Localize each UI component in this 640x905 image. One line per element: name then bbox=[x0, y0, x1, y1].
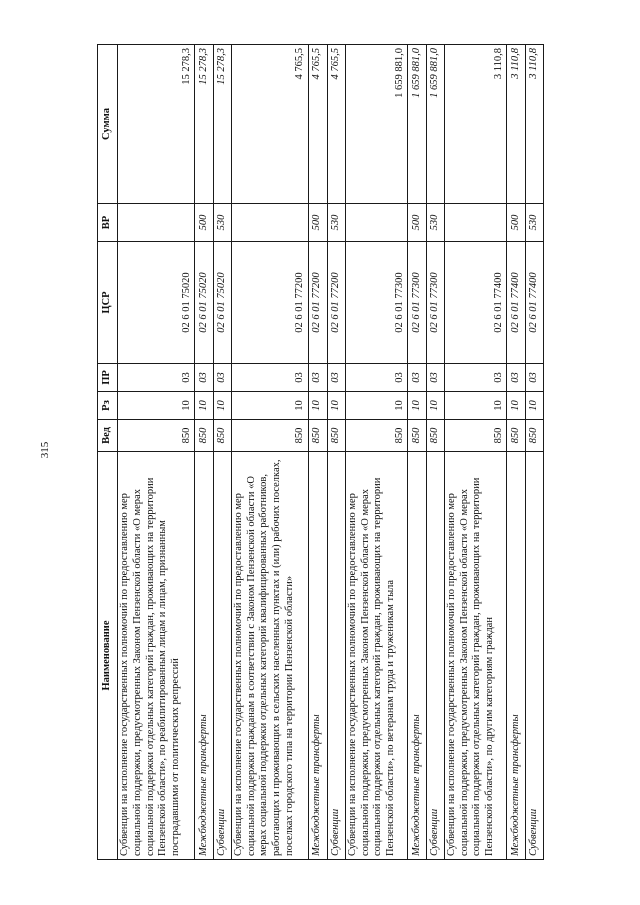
row-csr: 02 6 01 75020 bbox=[213, 241, 231, 363]
row-sum: 4 765,5 bbox=[231, 44, 308, 203]
row-sum: 15 278,3 bbox=[213, 44, 231, 203]
table-row bbox=[444, 44, 507, 859]
row-sum: 15 278,3 bbox=[117, 44, 194, 203]
row-csr: 02 6 01 77400 bbox=[525, 241, 543, 363]
row-ved: 850 bbox=[525, 419, 543, 451]
row-name: Субвенции bbox=[327, 451, 345, 859]
row-pr: 03 bbox=[194, 363, 212, 391]
table-row bbox=[194, 44, 212, 859]
row-sum: 3 110,8 bbox=[506, 44, 524, 203]
rotated-table-container bbox=[97, 45, 544, 860]
row-csr: 02 6 01 77200 bbox=[327, 241, 345, 363]
table-row bbox=[525, 44, 543, 859]
row-sum: 1 659 881,0 bbox=[426, 44, 444, 203]
table-row bbox=[327, 44, 345, 859]
table-row bbox=[308, 44, 326, 859]
header-pr: ПР bbox=[97, 363, 117, 391]
row-vr bbox=[231, 203, 308, 241]
row-sum: 3 110,8 bbox=[525, 44, 543, 203]
row-rz: 10 bbox=[506, 391, 524, 419]
header-rz: Рз bbox=[97, 391, 117, 419]
row-csr: 02 6 01 77300 bbox=[345, 241, 408, 363]
row-rz: 10 bbox=[194, 391, 212, 419]
row-rz: 10 bbox=[426, 391, 444, 419]
table-row bbox=[117, 44, 194, 859]
table-row bbox=[407, 44, 425, 859]
row-sum: 4 765,5 bbox=[308, 44, 326, 203]
row-name: Межбюджетные трансферты bbox=[308, 451, 326, 859]
row-vr bbox=[117, 203, 194, 241]
table-row bbox=[213, 44, 231, 859]
row-name: Межбюджетные трансферты bbox=[506, 451, 524, 859]
row-name: Субвенции bbox=[213, 451, 231, 859]
row-name: Субвенции bbox=[525, 451, 543, 859]
row-csr: 02 6 01 77400 bbox=[506, 241, 524, 363]
row-csr: 02 6 01 75020 bbox=[194, 241, 212, 363]
row-sum: 4 765,5 bbox=[327, 44, 345, 203]
row-rz: 10 bbox=[327, 391, 345, 419]
row-csr: 02 6 01 77400 bbox=[444, 241, 507, 363]
row-vr: 500 bbox=[308, 203, 326, 241]
row-rz: 10 bbox=[117, 391, 194, 419]
row-ved: 850 bbox=[213, 419, 231, 451]
row-vr: 500 bbox=[506, 203, 524, 241]
row-pr: 03 bbox=[407, 363, 425, 391]
row-ved: 850 bbox=[308, 419, 326, 451]
row-pr: 03 bbox=[345, 363, 408, 391]
row-ved: 850 bbox=[327, 419, 345, 451]
row-csr: 02 6 01 77300 bbox=[407, 241, 425, 363]
table-row bbox=[231, 44, 308, 859]
header-ved: Вед bbox=[97, 419, 117, 451]
row-name: Субвенции bbox=[426, 451, 444, 859]
row-vr: 530 bbox=[327, 203, 345, 241]
row-name: Межбюджетные трансферты bbox=[194, 451, 212, 859]
row-pr: 03 bbox=[327, 363, 345, 391]
table-row bbox=[345, 44, 408, 859]
row-vr: 500 bbox=[407, 203, 425, 241]
row-rz: 10 bbox=[308, 391, 326, 419]
page-number: 315 bbox=[39, 441, 51, 459]
row-pr: 03 bbox=[213, 363, 231, 391]
row-pr: 03 bbox=[444, 363, 507, 391]
row-rz: 10 bbox=[407, 391, 425, 419]
row-csr: 02 6 01 77200 bbox=[231, 241, 308, 363]
budget-table bbox=[97, 44, 544, 860]
row-vr bbox=[444, 203, 507, 241]
row-rz: 10 bbox=[444, 391, 507, 419]
row-ved: 850 bbox=[426, 419, 444, 451]
row-vr: 530 bbox=[525, 203, 543, 241]
row-sum: 3 110,8 bbox=[444, 44, 507, 203]
header-name: Наименование bbox=[97, 451, 117, 859]
row-ved: 850 bbox=[345, 419, 408, 451]
row-rz: 10 bbox=[525, 391, 543, 419]
row-sum: 15 278,3 bbox=[194, 44, 212, 203]
row-vr: 530 bbox=[213, 203, 231, 241]
row-pr: 03 bbox=[308, 363, 326, 391]
row-pr: 03 bbox=[117, 363, 194, 391]
row-pr: 03 bbox=[525, 363, 543, 391]
row-vr bbox=[345, 203, 408, 241]
header-sum: Сумма bbox=[97, 44, 117, 203]
row-vr: 500 bbox=[194, 203, 212, 241]
row-pr: 03 bbox=[231, 363, 308, 391]
row-rz: 10 bbox=[213, 391, 231, 419]
row-ved: 850 bbox=[407, 419, 425, 451]
header-csr: ЦСР bbox=[97, 241, 117, 363]
row-csr: 02 6 01 77200 bbox=[308, 241, 326, 363]
table-row bbox=[506, 44, 524, 859]
row-sum: 1 659 881,0 bbox=[345, 44, 408, 203]
table-row bbox=[426, 44, 444, 859]
row-csr: 02 6 01 77300 bbox=[426, 241, 444, 363]
row-rz: 10 bbox=[231, 391, 308, 419]
row-name: Межбюджетные трансферты bbox=[407, 451, 425, 859]
row-name: Субвенции на исполнение государственных полномочий по предоставлению мер социальной поддержки, предусмотренных Законом Пензенской области «О мерах социальной поддержки отдельных категорий граждан, проживающих на территории Пензенской области», по другим категориям граждан bbox=[444, 451, 507, 859]
header-vr: ВР bbox=[97, 203, 117, 241]
row-ved: 850 bbox=[117, 419, 194, 451]
row-ved: 850 bbox=[231, 419, 308, 451]
header-row bbox=[97, 44, 117, 859]
row-pr: 03 bbox=[426, 363, 444, 391]
row-ved: 850 bbox=[444, 419, 507, 451]
row-ved: 850 bbox=[194, 419, 212, 451]
row-rz: 10 bbox=[345, 391, 408, 419]
row-sum: 1 659 881,0 bbox=[407, 44, 425, 203]
row-vr: 530 bbox=[426, 203, 444, 241]
row-csr: 02 6 01 75020 bbox=[117, 241, 194, 363]
row-name: Субвенции на исполнение государственных полномочий по предоставлению мер социальной поддержки, предусмотренных Законом Пензенской области «О мерах социальной поддержки отдельных категорий граждан, проживающих на территории Пензенской области», по ветеранам труда и труженикам тыла bbox=[345, 451, 408, 859]
row-ved: 850 bbox=[506, 419, 524, 451]
row-name: Субвенции на исполнение государственных полномочий по предоставлению мер социальной поддержки гражданам в соответствии с Законом Пензенской области «О мерах социальной поддержки отдельных категорий квалифицированных работников, работающих и проживающих в сельских населенных пунктах и (или) рабочих поселках, поселках городского типа на территории Пензенской области» bbox=[231, 451, 308, 859]
row-pr: 03 bbox=[506, 363, 524, 391]
row-name: Субвенции на исполнение государственных полномочий по предоставлению мер социальной поддержки, предусмотренных Законом Пензенской области «О мерах социальной поддержки отдельных категорий граждан, проживающих на территории Пензенской области», по реабилитированным лицам и лицам, признанным пострадавшими от политических репрессий bbox=[117, 451, 194, 859]
